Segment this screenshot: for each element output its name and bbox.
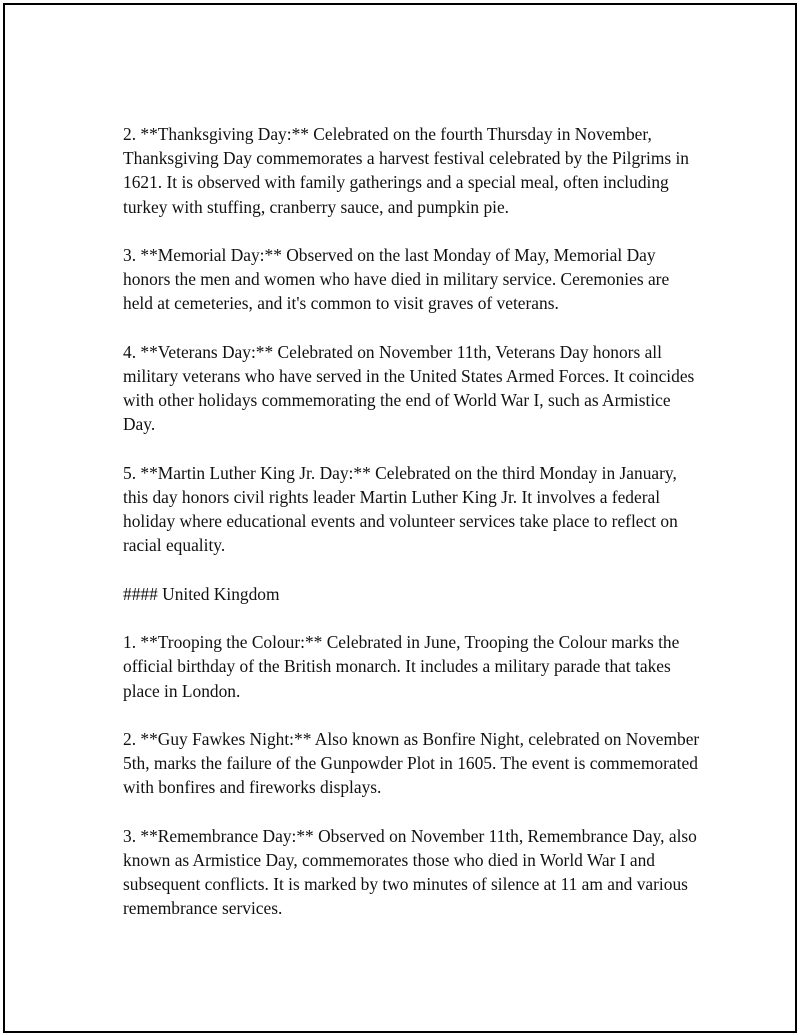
paragraph-thanksgiving-day: 2. **Thanksgiving Day:** Celebrated on the fourth Thursday in November, Thanksgiving Day commemorates a harvest festival celebrated by the Pilgrims in 1621. It is observed with family gatherings and a special meal, often including turkey with stuffing, cranberry sauce, and pumpkin pie. bbox=[123, 124, 690, 217]
page-content bbox=[123, 122, 703, 945]
page-frame bbox=[3, 3, 797, 1033]
paragraph-mlk-day: 5. **Martin Luther King Jr. Day:** Celebrated on the third Monday in January, this day honors civil rights leader Martin Luther King Jr. It involves a federal holiday where educational events and volunteer services take place to reflect on racial equality. bbox=[123, 462, 678, 556]
paragraph-guy-fawkes-night: 2. **Guy Fawkes Night:** Also known as Bonfire Night, celebrated on November 5th, marks the failure of the Gunpowder Plot in 1605. The event is commemorated with bonfires and fireworks displays. bbox=[123, 728, 700, 798]
section-heading-united-kingdom: #### United Kingdom bbox=[123, 583, 280, 604]
paragraph-memorial-day: 3. **Memorial Day:** Observed on the last Monday of May, Memorial Day honors the men and women who have died in military service. Ceremonies are held at cemeteries, and it's common to visit graves of veterans. bbox=[123, 245, 670, 314]
paragraph-remembrance-day: 3. **Remembrance Day:** Observed on November 11th, Remembrance Day, also known as Armistice Day, commemorates those who died in World War I and subsequent conflicts. It is marked by two minutes of silence at 11 am and various remembrance services. bbox=[123, 825, 697, 919]
paragraph-trooping-the-colour: 1. **Trooping the Colour:** Celebrated in June, Trooping the Colour marks the official birthday of the British monarch. It includes a military parade that takes place in London. bbox=[123, 632, 680, 701]
paragraph-veterans-day: 4. **Veterans Day:** Celebrated on November 11th, Veterans Day honors all military veterans who have served in the United States Armed Forces. It coincides with other holidays commemorating the end of World War I, such as Armistice Day. bbox=[123, 341, 695, 435]
